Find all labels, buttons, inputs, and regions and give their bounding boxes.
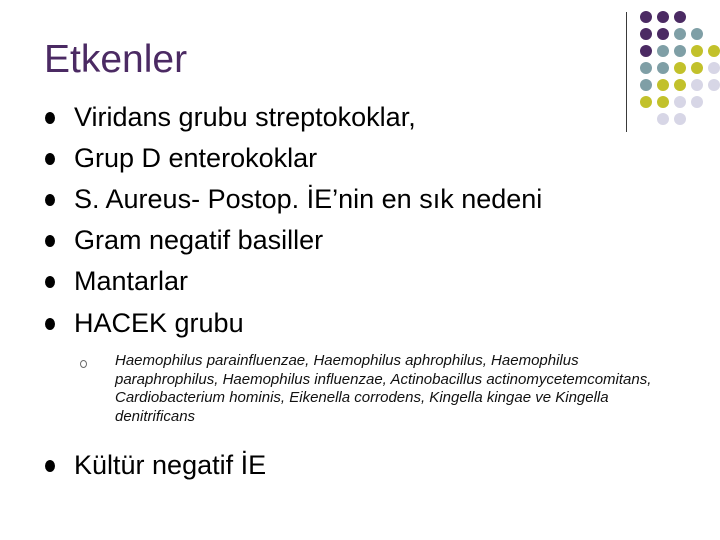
bullet-icon: [45, 235, 55, 247]
decorative-dot: [674, 62, 686, 74]
bullet-item: Kültür negatif İE: [74, 450, 267, 480]
decorative-dot: [691, 45, 703, 57]
bullet-item: Grup D enterokoklar: [74, 143, 318, 173]
decorative-dot: [708, 62, 720, 74]
decorative-dot: [691, 28, 703, 40]
decorative-dot: [674, 96, 686, 108]
decorative-dot: [708, 79, 720, 91]
bullet-item: HACEK grubu: [74, 308, 244, 338]
decorative-dot: [691, 96, 703, 108]
sub-bullet-icon: [80, 360, 87, 368]
decorative-dot: [657, 113, 669, 125]
bullet-item: Viridans grubu streptokoklar,: [74, 102, 416, 132]
decorative-dot: [657, 45, 669, 57]
sub-bullet-text: Haemophilus parainfluenzae, Haemophilus aphrophilus, Haemophilus paraphrophilus, Haemophilus influenzae, Actinobacillus actinomycetemcomitans, Cardiobacterium hominis, Eikenella corrodens, Kingella kingae ve Kingella denitrificans: [115, 352, 652, 425]
decorative-dot: [708, 45, 720, 57]
bullet-icon: [45, 276, 55, 288]
bullet-icon: [45, 112, 55, 124]
decorative-dot: [674, 79, 686, 91]
slide-title: Etkenler: [44, 38, 188, 81]
decorative-dot: [640, 62, 652, 74]
bullet-item: Gram negatif basiller: [74, 225, 324, 255]
decorative-dot: [691, 62, 703, 74]
decorative-dot: [657, 96, 669, 108]
bullet-icon: [45, 318, 55, 330]
decorative-dot: [691, 79, 703, 91]
decorative-dot: [640, 28, 652, 40]
bullet-icon: [45, 153, 55, 165]
decorative-dot: [640, 45, 652, 57]
decorative-dot: [657, 79, 669, 91]
decorative-dot: [657, 11, 669, 23]
decorative-dot: [674, 28, 686, 40]
decorative-dot: [657, 62, 669, 74]
bullet-item: S. Aureus- Postop. İE’nin en sık nedeni: [74, 184, 543, 214]
vertical-divider: [626, 12, 627, 132]
decorative-dot: [640, 96, 652, 108]
bullet-icon: [45, 194, 55, 206]
decorative-dot: [674, 11, 686, 23]
decorative-dot: [640, 11, 652, 23]
decorative-dot: [674, 113, 686, 125]
decorative-dot: [640, 79, 652, 91]
decorative-dot: [674, 45, 686, 57]
bullet-icon: [45, 460, 55, 472]
bullet-item: Mantarlar: [74, 266, 189, 296]
decorative-dot: [657, 28, 669, 40]
